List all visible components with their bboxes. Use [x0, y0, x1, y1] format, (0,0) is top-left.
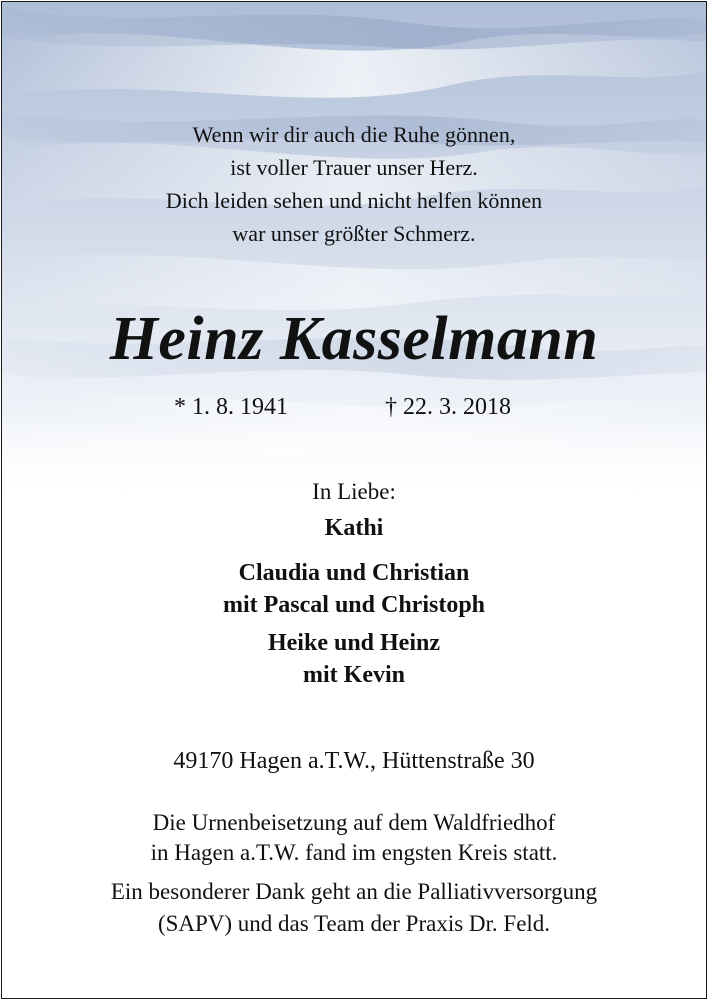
- sky-background-image: [2, 2, 706, 522]
- notice-line: Die Urnenbeisetzung auf dem Waldfriedhof: [152, 810, 556, 835]
- burial-notice: [2, 808, 706, 868]
- deceased-name: Heinz Kasselmann: [109, 305, 599, 373]
- obituary-card: [1, 1, 707, 999]
- birth-date: * 1. 8. 1941: [174, 394, 288, 420]
- death-date: † 22. 3. 2018: [385, 394, 511, 420]
- mourner-name: mit Pascal und Christoph: [222, 592, 486, 618]
- mourner-group: [2, 512, 706, 544]
- memorial-poem: [2, 118, 706, 250]
- mourner-name: mit Kevin: [303, 662, 405, 688]
- thanks-line: (SAPV) und das Team der Praxis Dr. Feld.: [157, 911, 551, 936]
- poem-line: ist voller Trauer unser Herz.: [230, 155, 478, 180]
- thanks-note: [2, 876, 706, 940]
- notice-line: in Hagen a.T.W. fand im engsten Kreis statt.: [150, 840, 558, 865]
- poem-line: Wenn wir dir auch die Ruhe gönnen,: [192, 122, 516, 147]
- mourner-name: Heike und Heinz: [267, 630, 441, 656]
- thanks-line: Ein besonderer Dank geht an die Palliativversorgung: [110, 879, 598, 904]
- mourner-name: Claudia und Christian: [238, 560, 470, 586]
- mourners-intro: In Liebe:: [312, 479, 396, 504]
- family-address: 49170 Hagen a.T.W., Hüttenstraße 30: [173, 748, 535, 774]
- mourner-name: Kathi: [324, 515, 384, 541]
- mourner-group: [2, 627, 706, 691]
- mourner-group: [2, 557, 706, 621]
- poem-line: war unser größter Schmerz.: [232, 221, 476, 246]
- poem-line: Dich leiden sehen und nicht helfen können: [165, 188, 543, 213]
